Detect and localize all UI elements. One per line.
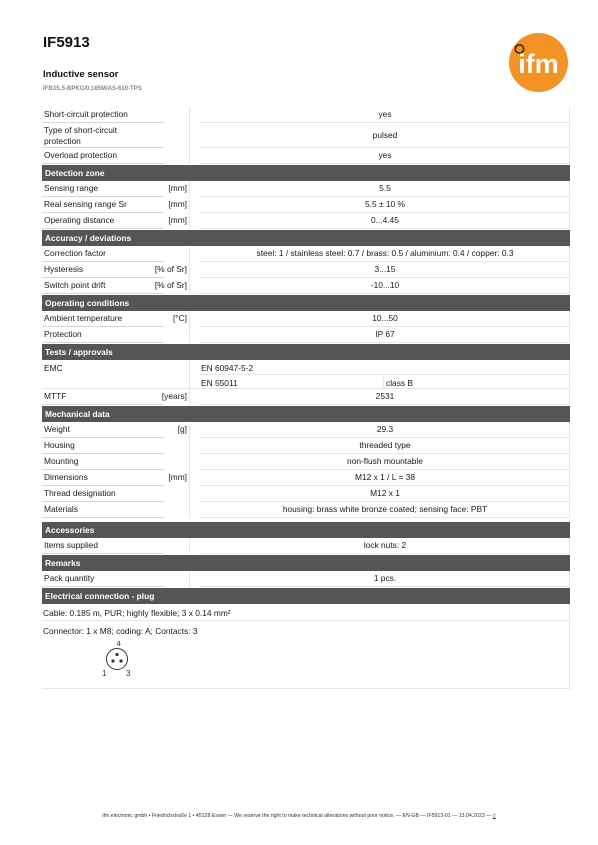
- row-value: 0...4.45: [371, 215, 399, 225]
- row-value: -10...10: [370, 280, 400, 290]
- section-header-electrical-connection: Electrical connection - plug: [42, 588, 570, 604]
- table-row: [42, 422, 570, 438]
- cable-description: [42, 604, 570, 621]
- row-value: IP 67: [375, 329, 395, 339]
- row-unit: [years]: [161, 391, 187, 401]
- table-row: [42, 538, 570, 554]
- row-value: pulsed: [372, 130, 398, 140]
- table-row: [42, 278, 570, 294]
- table-row: [42, 438, 570, 454]
- row-value: non-flush mountable: [347, 456, 423, 466]
- product-code: IFB3S,5-BPKG/0,185M/AS-610-TPS: [43, 86, 142, 92]
- table-row: [42, 486, 570, 502]
- ifm-logo: [509, 33, 568, 92]
- row-value: M12 x 1: [370, 488, 400, 498]
- table-row: [42, 148, 570, 164]
- row-label: Mounting: [44, 456, 79, 466]
- pin-label-1: 1: [102, 669, 107, 678]
- section-header-tests-approvals: Tests / approvals: [42, 344, 570, 360]
- row-label: Ambient temperature: [44, 313, 123, 323]
- emc-standard-2: EN 55011: [201, 378, 238, 388]
- row-value: 5.5 ± 10 %: [365, 199, 405, 209]
- table-row: [42, 327, 570, 343]
- table-row: [42, 107, 570, 123]
- row-value: threaded type: [359, 440, 411, 450]
- row-value: lock nuts: 2: [363, 540, 407, 550]
- product-title: IF5913: [43, 34, 90, 51]
- row-unit: [mm]: [168, 199, 187, 209]
- table-row: [42, 197, 570, 213]
- pin-4: [115, 653, 118, 656]
- pin-label-3: 3: [126, 669, 131, 678]
- row-value: M12 x 1 / L = 38: [355, 472, 415, 482]
- footer-text: ifm electronic gmbh • Friedrichstraße 1 • 45128 Essen — We reserve the right to make technical alterations without prior notice. — EN-GB — IF5913-01 — 13.04.2023 —: [102, 813, 492, 819]
- table-row: [42, 213, 570, 229]
- section-header-accessories: Accessories: [42, 522, 570, 538]
- row-value: 5.5: [379, 183, 391, 193]
- row-label: Short-circuit protection: [44, 109, 128, 119]
- section-header-accuracy: Accuracy / deviations: [42, 230, 570, 246]
- row-label: Housing: [44, 440, 75, 450]
- row-value: yes: [378, 150, 392, 160]
- top-rows: [42, 107, 570, 164]
- row-value: yes: [378, 109, 392, 119]
- row-label: Type of short-circuit protection: [44, 125, 118, 146]
- table-row: [42, 311, 570, 327]
- table-row: [42, 502, 570, 518]
- spec-table: [42, 107, 570, 689]
- row-value: 29.3: [376, 424, 394, 434]
- pin-1: [111, 659, 114, 662]
- row-label: Weight: [44, 424, 70, 434]
- emc-label: EMC: [44, 363, 63, 373]
- pin-3: [119, 659, 122, 662]
- row-label: Dimensions: [44, 472, 88, 482]
- section-header-remarks: Remarks: [42, 555, 570, 571]
- row-label: Hysteresis: [44, 264, 84, 274]
- page-footer: [0, 813, 598, 819]
- row-label: Thread designation: [44, 488, 116, 498]
- logo-text: ifm: [518, 49, 559, 79]
- table-row: [42, 123, 570, 148]
- row-label: Sensing range: [44, 183, 99, 193]
- table-row: [42, 246, 570, 262]
- row-value: steel: 1 / stainless steel: 0.7 / brass: 0.5 / aluminium: 0.4 / copper: 0.3: [256, 248, 514, 258]
- row-value: 3...15: [374, 264, 396, 274]
- row-label: Pack quantity: [44, 573, 95, 583]
- row-value: 2531: [375, 391, 395, 401]
- product-subtitle: Inductive sensor: [43, 69, 119, 80]
- page-icon[interactable]: ▯: [492, 813, 496, 819]
- row-label: Real sensing range Sr: [44, 199, 127, 209]
- row-label: Correction factor: [44, 248, 106, 258]
- connector-description: [42, 621, 570, 689]
- row-unit: [mm]: [168, 472, 187, 482]
- table-row: [42, 454, 570, 470]
- table-row: [42, 571, 570, 587]
- section-header-operating-conditions: Operating conditions: [42, 295, 570, 311]
- emc-standard-1: EN 60947-5-2: [201, 363, 254, 373]
- row-unit: [mm]: [168, 183, 187, 193]
- section-header-mechanical-data: Mechanical data: [42, 406, 570, 422]
- row-unit: [g]: [177, 424, 187, 434]
- cable-text: Cable: 0.185 m, PUR; highly flexible; 3 x 0.14 mm²: [43, 608, 231, 618]
- row-unit: [mm]: [168, 215, 187, 225]
- row-unit: [% of Sr]: [154, 264, 187, 274]
- row-unit: [% of Sr]: [154, 280, 187, 290]
- row-value: 10...50: [372, 313, 398, 323]
- row-label: Items supplied: [44, 540, 98, 550]
- row-label: Materials: [44, 504, 78, 514]
- ifm-logo-mark: [509, 33, 568, 92]
- connector-pinout-diagram: [98, 641, 138, 681]
- table-row: [42, 181, 570, 197]
- row-label: Operating distance: [44, 215, 115, 225]
- table-row: [42, 389, 570, 405]
- row-value: 1 pcs.: [373, 573, 397, 583]
- table-row: [42, 262, 570, 278]
- emc-row: [42, 360, 570, 389]
- section-header-detection-zone: Detection zone: [42, 165, 570, 181]
- row-unit: [°C]: [172, 313, 187, 323]
- row-label: Protection: [44, 329, 82, 339]
- table-row: [42, 470, 570, 486]
- connector-text: Connector: 1 x M8; coding: A; Contacts: 3: [43, 626, 198, 636]
- pin-label-4: 4: [116, 641, 121, 648]
- row-label: MTTF: [44, 391, 67, 401]
- row-label: Switch point drift: [44, 280, 106, 290]
- row-value: housing: brass white bronze coated; sensing face: PBT: [282, 504, 488, 514]
- row-label: Overload protection: [44, 150, 118, 160]
- emc-standard-2-class: class B: [386, 378, 413, 388]
